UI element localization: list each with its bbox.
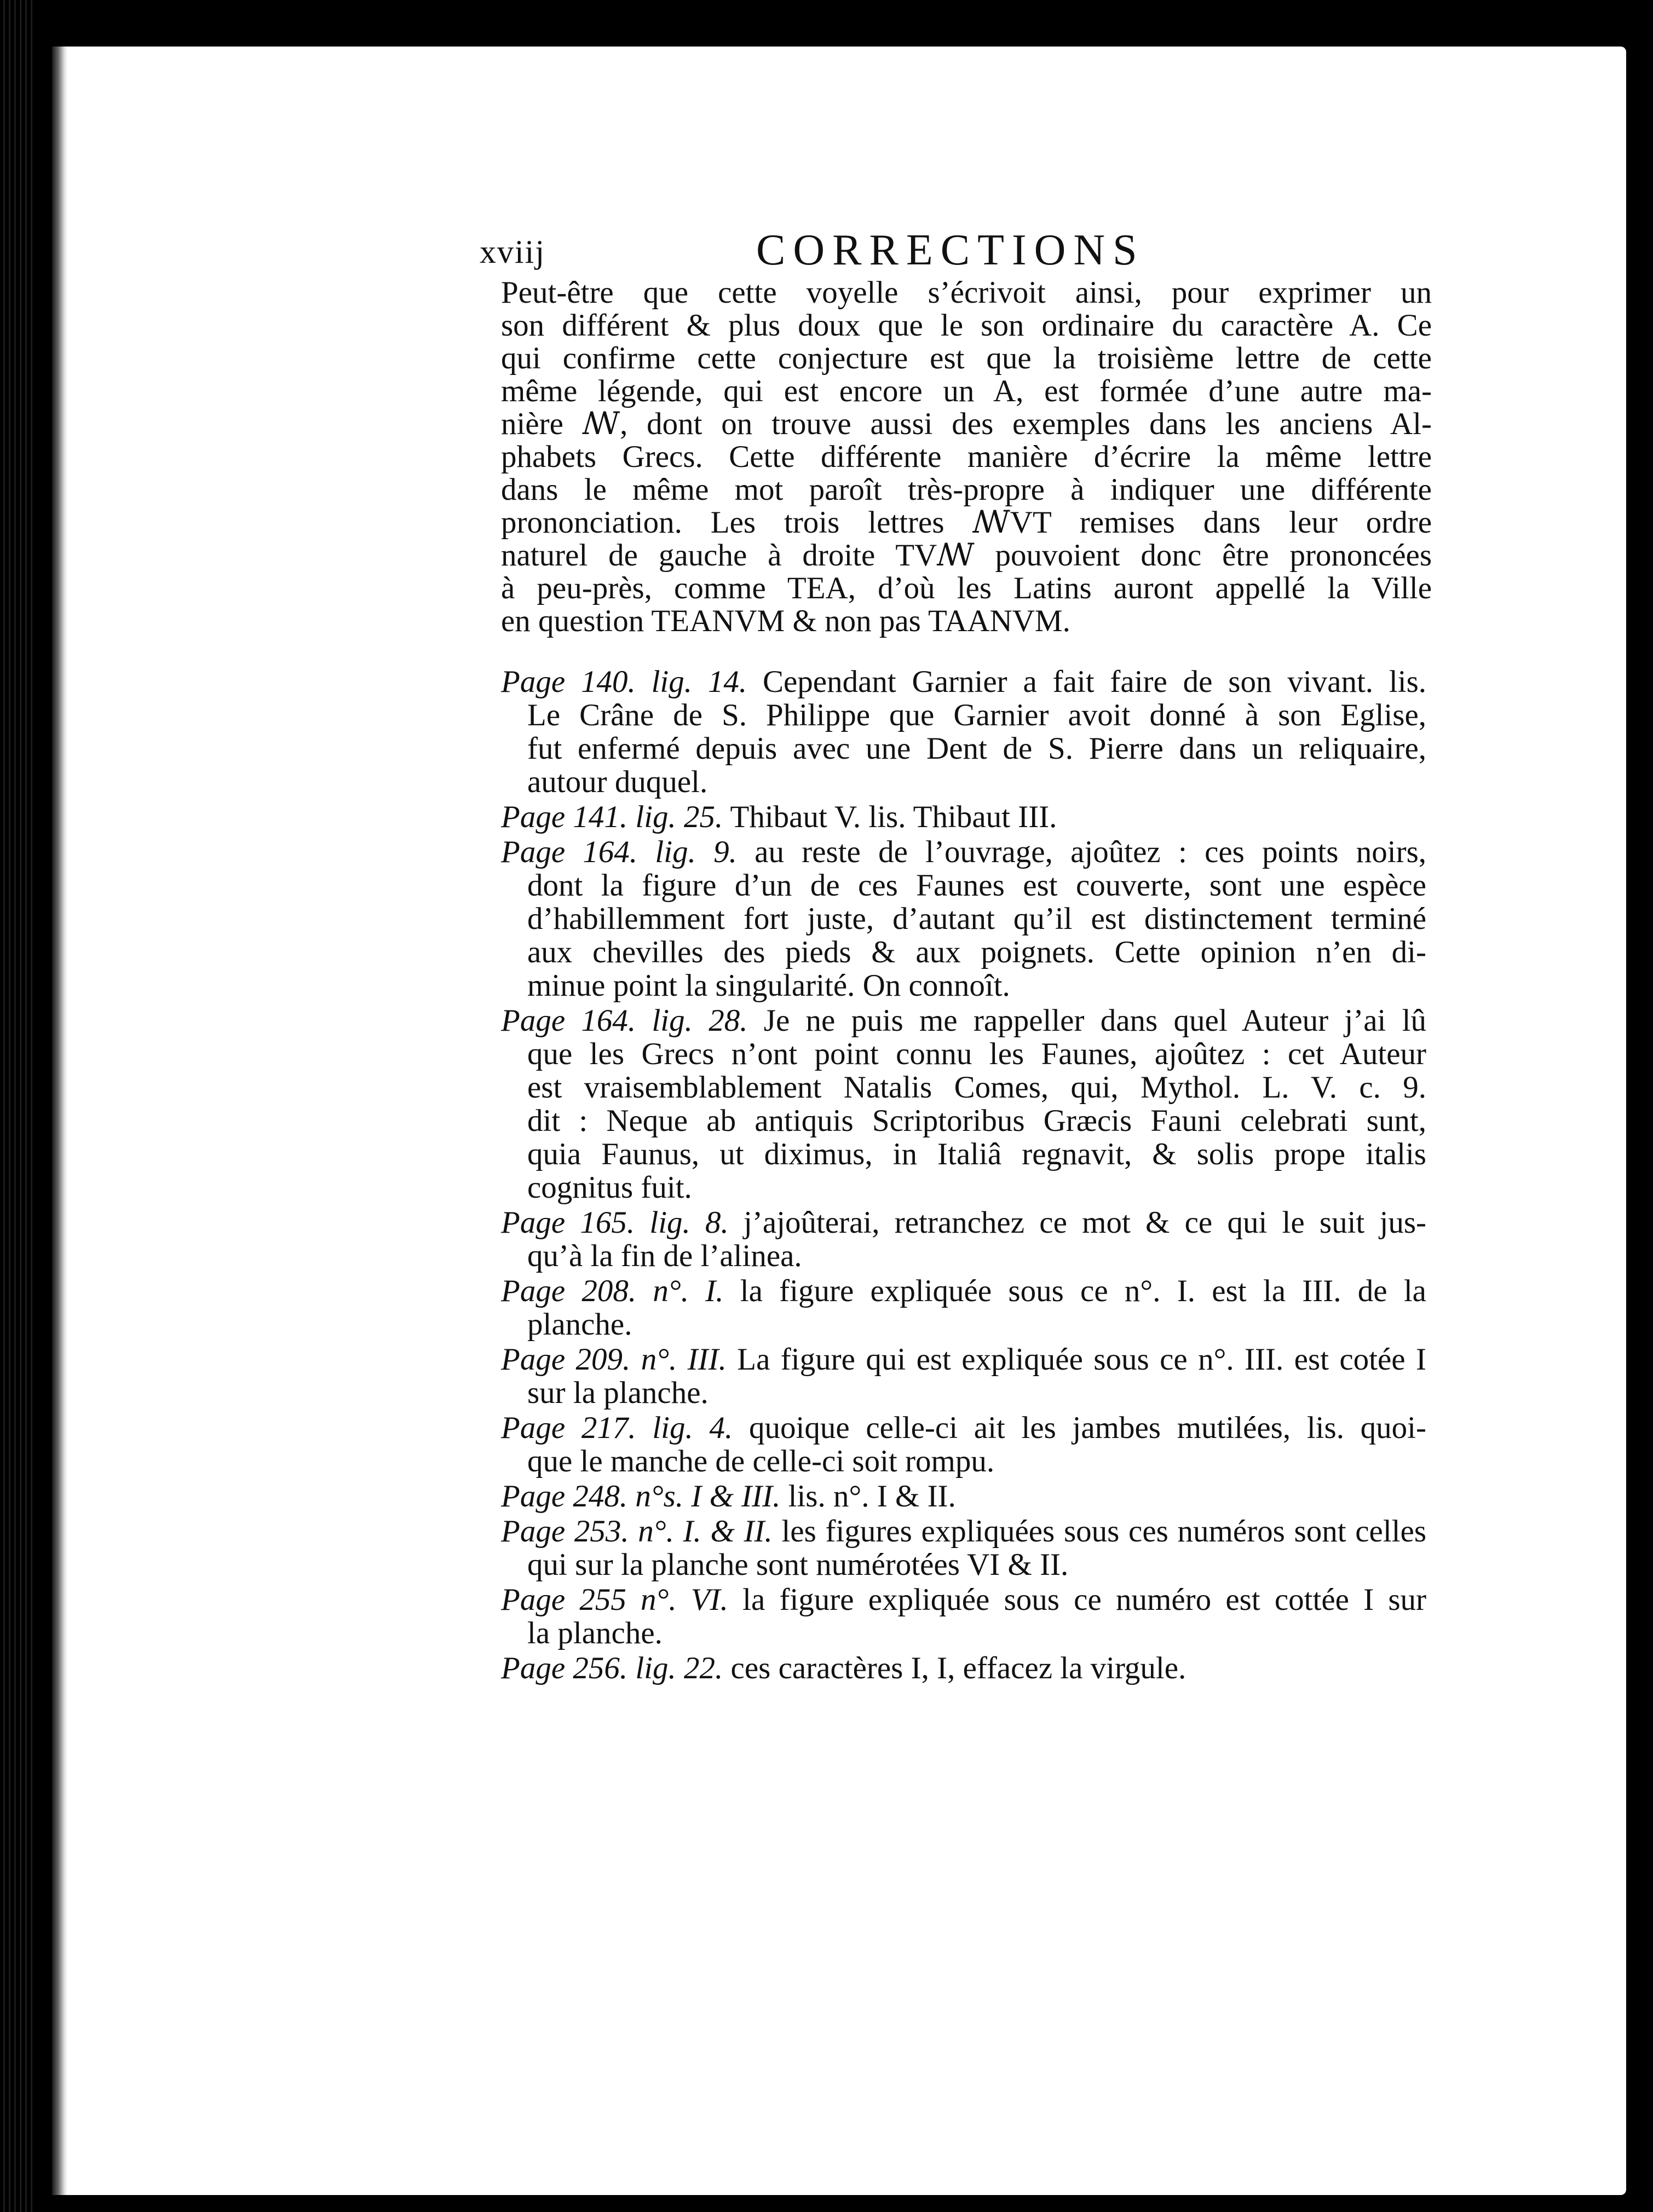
entry-line xyxy=(501,1071,1426,1104)
entry-text: Le Crâne de S. Philippe que Garnier avoit donné à son Eglise, xyxy=(527,698,1426,732)
correction-entry xyxy=(501,1480,1426,1513)
entry-line xyxy=(501,1583,1426,1616)
correction-entry xyxy=(501,1411,1426,1478)
text-line: prononciation. Les trois lettres ꟿVT remises dans leur ordre xyxy=(501,505,1432,540)
entry-text: quia Faunus, ut diximus, in Italiâ regnavit, & solis prope italis xyxy=(527,1137,1426,1171)
entry-line xyxy=(501,869,1426,902)
correction-entry xyxy=(501,1515,1426,1581)
running-head xyxy=(480,226,1191,275)
entry-line xyxy=(501,1411,1426,1445)
entry-line xyxy=(501,1274,1426,1308)
entry-line xyxy=(501,835,1426,869)
entry-text: ces caractères I, I, effacez la virgule. xyxy=(730,1651,1187,1685)
entry-text: la figure expliquée sous ce numéro est cottée I sur xyxy=(742,1583,1427,1617)
entry-text: La figure qui est expliquée sous ce n°. III. est cotée I xyxy=(737,1342,1427,1377)
page-folio: xviij xyxy=(480,234,546,270)
entry-line xyxy=(501,1004,1426,1037)
entry-text: fut enfermé depuis avec une Dent de S. Pierre dans un reliquaire, xyxy=(527,731,1426,766)
correction-entry xyxy=(501,1206,1426,1273)
correction-entry xyxy=(501,1004,1426,1204)
correction-entry xyxy=(501,1651,1426,1685)
entry-text: sur la planche. xyxy=(527,1376,709,1410)
entry-line xyxy=(501,665,1426,698)
entry-text: aux chevilles des pieds & aux poignets. Cette opinion n’en di- xyxy=(527,935,1426,969)
entry-text: Thibaut V. lis. Thibaut III. xyxy=(730,800,1057,834)
text-line: à peu-près, comme TEA, d’où les Latins auront appellé la Ville xyxy=(501,571,1432,605)
text-line: dans le même mot paroît très-propre à indiquer une différente xyxy=(501,472,1432,507)
entry-line xyxy=(501,698,1426,732)
page-reference: Page 141. lig. 25. xyxy=(501,800,723,834)
entry-line xyxy=(501,1037,1426,1071)
text-line: Peut-être que cette voyelle s’écrivoit ainsi, pour exprimer un xyxy=(501,275,1432,310)
entry-text: autour duquel. xyxy=(527,765,708,799)
entry-line xyxy=(501,1548,1426,1581)
page-reference: Page 253. n°. I. & II. xyxy=(501,1514,773,1549)
entry-line xyxy=(501,1515,1426,1548)
text-line: qui confirme cette conjecture est que la troisième lettre de cette xyxy=(501,341,1432,376)
page-reference: Page 164. lig. 9. xyxy=(501,835,737,869)
text-line: naturel de gauche à droite TVꟿ pouvoient donc être prononcées xyxy=(501,538,1432,573)
entry-text: que le manche de celle-ci soit rompu. xyxy=(527,1444,995,1478)
entry-text: planche. xyxy=(527,1307,632,1342)
entry-text: est vraisemblablement Natalis Comes, qui, Mythol. L. V. c. 9. xyxy=(527,1070,1426,1105)
entry-text: Je ne puis me rappeller dans quel Auteur j’ai lû xyxy=(763,1003,1427,1038)
page-reference: Page 164. lig. 28. xyxy=(501,1003,748,1038)
correction-entry xyxy=(501,1274,1426,1341)
page-gutter xyxy=(52,47,67,2195)
entry-line xyxy=(501,1171,1426,1204)
page-title: CORRECTIONS xyxy=(756,226,1145,274)
text-line: nière ꟿ, dont on trouve aussi des exemples dans les anciens Al- xyxy=(501,407,1432,441)
entry-text: quoique celle-ci ait les jambes mutilées, lis. quoi- xyxy=(748,1411,1426,1445)
entry-line xyxy=(501,1616,1426,1650)
entry-text: d’habillemment fort juste, d’autant qu’il est distinctement terminé xyxy=(527,902,1426,936)
text-line: même légende, qui est encore un A, est formée d’une autre ma- xyxy=(501,374,1432,408)
entry-line xyxy=(501,1206,1426,1239)
entry-line xyxy=(501,1137,1426,1171)
entry-line xyxy=(501,1239,1426,1273)
correction-entry xyxy=(501,1583,1426,1650)
entry-text: qui sur la planche sont numérotées VI & II. xyxy=(527,1547,1069,1582)
entry-line xyxy=(501,1445,1426,1478)
entry-text: les figures expliquées sous ces numéros sont celles xyxy=(781,1514,1427,1549)
corrections-list xyxy=(501,665,1426,1687)
correction-entry xyxy=(501,800,1426,834)
entry-line xyxy=(501,1376,1426,1410)
text-line: son différent & plus doux que le son ordinaire du caractère A. Ce xyxy=(501,308,1432,343)
entry-line xyxy=(501,935,1426,969)
continuation-paragraph xyxy=(501,276,1432,638)
entry-text: dont la figure d’un de ces Faunes est couverte, sont une espèce xyxy=(527,868,1426,903)
entry-text: qu’à la fin de l’alinea. xyxy=(527,1239,802,1273)
entry-text: que les Grecs n’ont point connu les Faunes, ajoûtez : cet Auteur xyxy=(527,1037,1426,1071)
entry-text: la planche. xyxy=(527,1616,663,1650)
page-reference: Page 248. n°s. I & III. xyxy=(501,1479,781,1514)
entry-text: j’ajoûterai, retranchez ce mot & ce qui le suit jus- xyxy=(744,1205,1427,1240)
page-reference: Page 209. n°. III. xyxy=(501,1342,727,1377)
entry-line xyxy=(501,902,1426,935)
entry-text: la figure expliquée sous ce n°. I. est la III. de la xyxy=(740,1274,1426,1308)
entry-line xyxy=(501,1343,1426,1376)
entry-line xyxy=(501,969,1426,1002)
page-reference: Page 255 n°. VI. xyxy=(501,1583,728,1617)
entry-line xyxy=(501,765,1426,799)
correction-entry xyxy=(501,665,1426,799)
text-line: phabets Grecs. Cette différente manière d’écrire la même lettre xyxy=(501,440,1432,474)
correction-entry xyxy=(501,1343,1426,1410)
page-reference: Page 208. n°. I. xyxy=(501,1274,724,1308)
text-line: en question TEANVM & non pas TAANVM. xyxy=(501,604,1070,638)
page-reference: Page 165. lig. 8. xyxy=(501,1205,729,1240)
entry-line xyxy=(501,1480,1426,1513)
entry-line xyxy=(501,1651,1426,1685)
entry-line xyxy=(501,1104,1426,1137)
entry-text: minue point la singularité. On connoît. xyxy=(527,968,1010,1003)
entry-text: Cependant Garnier a fait faire de son vivant. lis. xyxy=(762,665,1427,699)
page-reference: Page 256. lig. 22. xyxy=(501,1651,723,1685)
entry-text: dit : Neque ab antiquis Scriptoribus Græcis Fauni celebrati sunt, xyxy=(527,1104,1426,1138)
entry-line xyxy=(501,800,1426,834)
scan-edge xyxy=(0,0,33,2212)
entry-line xyxy=(501,732,1426,765)
entry-text: lis. n°. I & II. xyxy=(788,1479,956,1514)
page-reference: Page 140. lig. 14. xyxy=(501,665,747,699)
entry-text: cognitus fuit. xyxy=(527,1170,692,1205)
entry-text: au reste de l’ouvrage, ajoûtez : ces points noirs, xyxy=(754,835,1427,869)
page-reference: Page 217. lig. 4. xyxy=(501,1411,733,1445)
entry-line xyxy=(501,1308,1426,1341)
correction-entry xyxy=(501,835,1426,1002)
